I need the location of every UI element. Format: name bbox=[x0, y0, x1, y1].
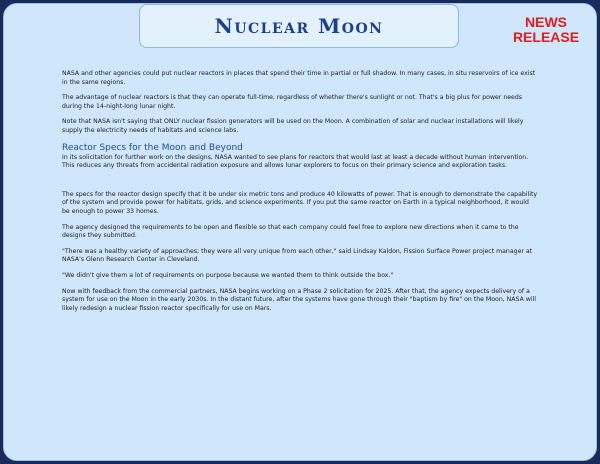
paragraph-full-time-operation: The advantage of nuclear reactors is that they can operate full-time, regardless of whether there's sunlight or not. That's a big plus for power needs during the 14-night-long lunar night. bbox=[62, 94, 523, 110]
article-body bbox=[62, 70, 538, 320]
paragraph-solar-and-nuclear: Note that NASA isn't saying that ONLY nuclear fission generators will be used on the Moon. A combination of solar and nuclear installations will likely supply the electricity needs of habitats and science labs. bbox=[62, 118, 524, 134]
paragraph-phase-two: Now with feedback from the commercial partners, NASA begins working on a Phase 2 solicitation for 2025. After that, the agency expects delivery of a system for use on the Moon in the early 2030s. In the distant future, after the systems have gone through their "baptism by fire" on the Moon, NASA will likely redesign a nuclear fission reactor specifically for use on Mars. bbox=[62, 287, 537, 312]
paragraph-solicitation: In its solicitation for further work on the designs, NASA wanted to see plans for reactors that would last at least a decade without human intervention. This reduces any threats from accidental radiation exposure and allows lunar explorers to focus on their primary science and exploration tasks. bbox=[62, 153, 529, 170]
paragraph-shadow-reactors: NASA and other agencies could put nuclear reactors in places that spend their time in partial or full shadow. In many cases, in situ reservoirs of ice exist in the same regions. bbox=[62, 70, 536, 86]
paragraph-outside-the-box-quote: "We didn't give them a lot of requirements on purpose because we wanted them to think outside the box." bbox=[62, 271, 394, 279]
paragraph-reactor-specs: The specs for the reactor design specify that it be under six metric tons and produce 40 kilowatts of power. That is enough to demonstrate the capability of the system and provide power for habitats, grids, and science experiments. If you put the same reactor on Earth in a typical neighborhood, it would be enough to power 33 homes. bbox=[62, 190, 538, 215]
paragraph-kaldon-quote: "There was a healthy variety of approaches; they were all very unique from each other," said Lindsay Kaldon, Fission Surface Power project manager at NASA's Glenn Research Center in Cleveland. bbox=[62, 247, 533, 264]
paragraph-flexible-requirements: The agency designed the requirements to be open and flexible so that each company could feel free to explore new directions when it came to the designs they submitted. bbox=[62, 223, 519, 240]
news-release-badge bbox=[500, 15, 592, 45]
page-title: Nuclear Moon bbox=[214, 14, 384, 38]
title-banner bbox=[139, 4, 459, 48]
badge-line-release: RELEASE bbox=[512, 29, 580, 45]
badge-line-news: NEWS bbox=[525, 14, 567, 30]
section-heading: Reactor Specs for the Moon and Beyond bbox=[62, 142, 243, 153]
